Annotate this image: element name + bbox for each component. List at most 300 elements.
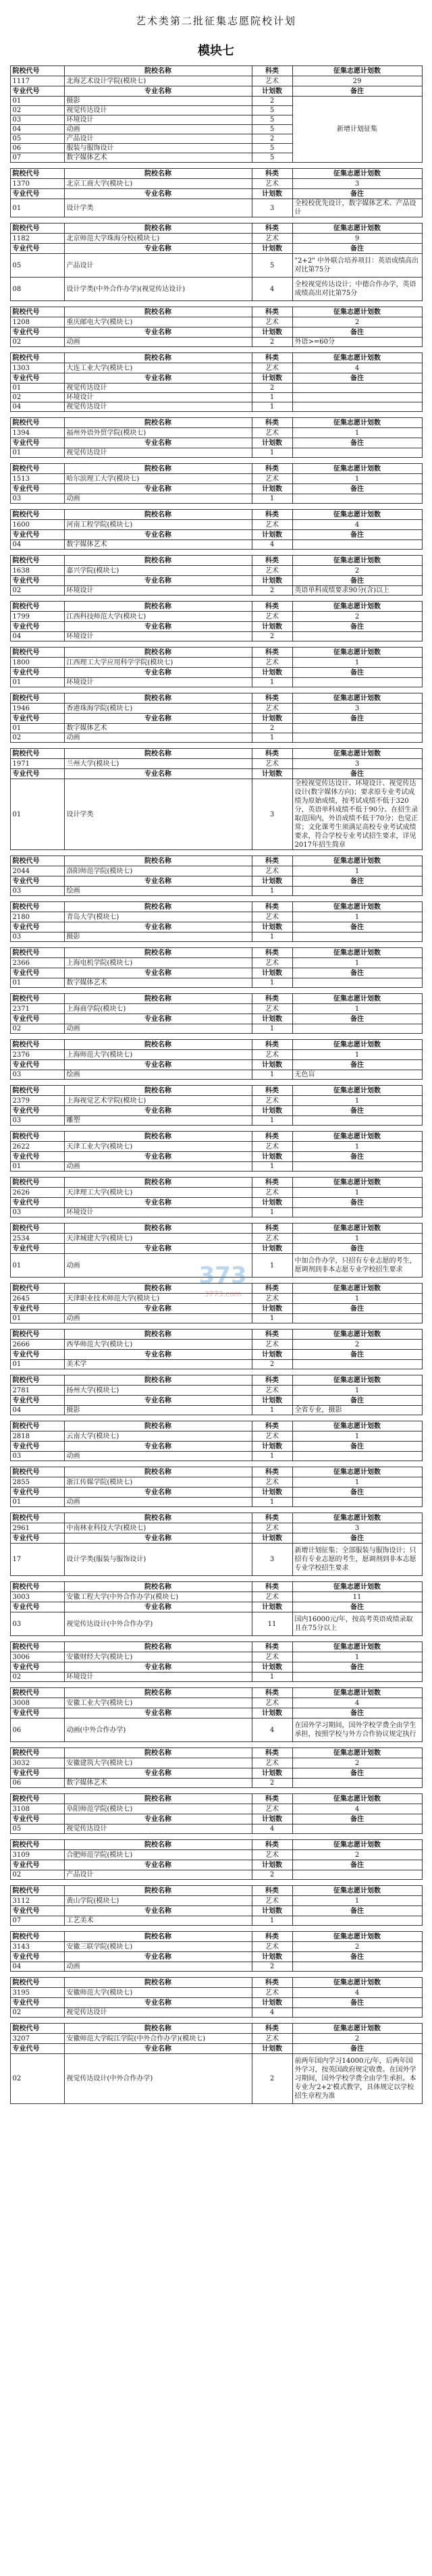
- school-code: 2961: [10, 1523, 64, 1533]
- major-plan: 2: [252, 586, 292, 596]
- header-major-code: 专业代号: [10, 668, 64, 678]
- header-plan-count: 征集志愿计划数: [292, 556, 422, 566]
- header-category: 科类: [252, 902, 292, 912]
- school-category: 艺术: [252, 179, 292, 189]
- major-plan: 5: [252, 153, 292, 163]
- school-plan-count: 11: [292, 1592, 422, 1602]
- header-plan: 计划数: [252, 327, 292, 338]
- school-plan-count: 1: [292, 1004, 422, 1014]
- major-note: [292, 384, 422, 393]
- header-major-code: 专业代号: [10, 1152, 64, 1162]
- header-category: 科类: [252, 556, 292, 566]
- school-category: 艺术: [252, 474, 292, 484]
- major-row: [10, 338, 422, 347]
- school-plan-count: 4: [292, 363, 422, 373]
- school-block: [10, 65, 423, 163]
- header-plan: 计划数: [252, 1906, 292, 1916]
- major-name: 动画(中外合作办学): [64, 1718, 252, 1742]
- header-major-code: 专业代号: [10, 1860, 64, 1870]
- major-code: 04: [10, 125, 64, 134]
- school-plan-count: 1: [292, 1142, 422, 1152]
- header-school-code: 院校代号: [10, 1330, 64, 1340]
- school-plan-count: 1: [292, 658, 422, 668]
- school-plan-count: 2: [292, 566, 422, 576]
- header-plan: 计划数: [252, 1396, 292, 1406]
- school-code: 2044: [10, 866, 64, 876]
- major-code: 03: [10, 115, 64, 125]
- header-remark: 备注: [292, 876, 422, 887]
- header-remark: 备注: [292, 1060, 422, 1070]
- school-name: 安徽工业大学(模块七): [64, 1698, 252, 1708]
- header-school-code: 院校代号: [10, 1688, 64, 1698]
- header-school-code: 院校代号: [10, 1978, 64, 1988]
- header-plan: 计划数: [252, 922, 292, 932]
- major-name: 动画: [64, 1962, 252, 1972]
- header-plan: 计划数: [252, 1350, 292, 1360]
- header-major-code: 专业代号: [10, 622, 64, 632]
- header-plan-count: 征集志愿计划数: [292, 224, 422, 234]
- major-plan: 1: [252, 1116, 292, 1126]
- header-major-code: 专业代号: [10, 1768, 64, 1779]
- major-row: [10, 1254, 422, 1278]
- header-major-name: 专业名称: [64, 1488, 252, 1498]
- school-code: 1370: [10, 179, 64, 189]
- svg-text:3773.com: 3773.com: [204, 1290, 242, 1298]
- header-plan-count: 征集志愿计划数: [292, 1040, 422, 1050]
- header-category: 科类: [252, 1688, 292, 1698]
- school-code: 1971: [10, 759, 64, 769]
- header-plan: 计划数: [252, 1533, 292, 1544]
- school-block: [10, 463, 423, 504]
- major-plan: 3: [252, 1544, 292, 1576]
- major-row: [10, 1962, 422, 1972]
- header-school-name: 院校名称: [64, 693, 252, 704]
- school-plan-count: 1: [292, 1652, 422, 1662]
- header-school-name: 院校名称: [64, 1421, 252, 1431]
- school-name: 北海艺术设计学院(模块七): [64, 76, 252, 86]
- major-row: [10, 402, 422, 412]
- school-code: 1208: [10, 317, 64, 327]
- school-plan-count: 3: [292, 1523, 422, 1533]
- header-school-name: 院校名称: [64, 1932, 252, 1942]
- header-plan: 计划数: [252, 530, 292, 540]
- school-code: 2855: [10, 1477, 64, 1488]
- module-title: 模块七: [198, 44, 234, 58]
- header-school-code: 院校代号: [10, 1642, 64, 1652]
- school-block: [10, 856, 423, 896]
- header-plan-count: 征集志愿计划数: [292, 1132, 422, 1142]
- header-plan: 计划数: [252, 1662, 292, 1673]
- major-name: 动画: [64, 1498, 252, 1507]
- major-name: 动画: [64, 733, 252, 743]
- header-category: 科类: [252, 353, 292, 363]
- header-major-code: 专业代号: [10, 1602, 64, 1612]
- school-plan-count: 3: [292, 179, 422, 189]
- header-category: 科类: [252, 464, 292, 474]
- header-plan: 计划数: [252, 1708, 292, 1718]
- school-name: 黄山学院(模块七): [64, 1896, 252, 1906]
- header-school-name: 院校名称: [64, 1642, 252, 1652]
- major-row: [10, 1779, 422, 1788]
- header-school-name: 院校名称: [64, 1178, 252, 1188]
- school-plan-count: 3: [292, 759, 422, 769]
- school-code: 3112: [10, 1896, 64, 1906]
- school-name: 安徽工程大学(中外合作办学)(模块七): [64, 1592, 252, 1602]
- header-plan-count: 征集志愿计划数: [292, 602, 422, 612]
- school-category: 艺术: [252, 1804, 292, 1814]
- school-block: [10, 307, 423, 347]
- major-code: 02: [10, 1024, 64, 1034]
- major-code: 03: [10, 1452, 64, 1461]
- major-code: 03: [10, 1612, 64, 1636]
- major-code: 01: [10, 978, 64, 988]
- header-major-code: 专业代号: [10, 1304, 64, 1314]
- header-plan-count: 征集志愿计划数: [292, 902, 422, 912]
- school-category: 艺术: [252, 912, 292, 922]
- header-plan: 计划数: [252, 1060, 292, 1070]
- major-code: 02: [10, 2054, 64, 2104]
- header-major-code: 专业代号: [10, 1014, 64, 1024]
- major-name: 环境设计: [64, 632, 252, 641]
- major-note: [292, 1452, 422, 1461]
- school-category: 艺术: [252, 1294, 292, 1304]
- school-block: [10, 993, 423, 1034]
- header-major-code: 专业代号: [10, 1906, 64, 1916]
- school-name: 福州外语外贸学院(模块七): [64, 428, 252, 438]
- header-school-code: 院校代号: [10, 1040, 64, 1050]
- header-plan: 计划数: [252, 1488, 292, 1498]
- header-plan-count: 征集志愿计划数: [292, 1748, 422, 1758]
- header-plan: 计划数: [252, 1106, 292, 1116]
- school-code: 2371: [10, 1004, 64, 1014]
- header-major-code: 专业代号: [10, 1998, 64, 2008]
- header-plan-count: 征集志愿计划数: [292, 994, 422, 1004]
- major-note: [292, 1116, 422, 1126]
- school-plan-count: 4: [292, 1804, 422, 1814]
- school-name: 嘉兴学院(模块七): [64, 566, 252, 576]
- header-major-code: 专业代号: [10, 1533, 64, 1544]
- major-name: 视觉传达设计: [64, 1824, 252, 1834]
- header-category: 科类: [252, 1086, 292, 1096]
- header-plan-count: 征集志愿计划数: [292, 1178, 422, 1188]
- major-name: 动画: [64, 1162, 252, 1172]
- major-name: 视觉传达设计: [64, 106, 252, 115]
- major-plan: 2: [252, 338, 292, 347]
- header-plan-count: 征集志愿计划数: [292, 1840, 422, 1850]
- school-plan-count: 1: [292, 1188, 422, 1198]
- major-code: 03: [10, 1070, 64, 1080]
- header-school-code: 院校代号: [10, 948, 64, 958]
- header-major-code: 专业代号: [10, 1060, 64, 1070]
- school-name: 江西理工大学应用科学学院(模块七): [64, 658, 252, 668]
- major-note: [292, 1208, 422, 1217]
- school-category: 艺术: [252, 1234, 292, 1244]
- header-category: 科类: [252, 648, 292, 658]
- header-remark: 备注: [292, 1814, 422, 1824]
- major-name: 数字媒体艺术: [64, 724, 252, 733]
- header-school-name: 院校名称: [64, 902, 252, 912]
- major-plan: 4: [252, 1824, 292, 1834]
- school-code: 1303: [10, 363, 64, 373]
- major-row: [10, 494, 422, 504]
- major-code: 01: [10, 779, 64, 850]
- major-plan: 2: [252, 1779, 292, 1788]
- header-plan-count: 征集志愿计划数: [292, 1978, 422, 1988]
- school-code: 3143: [10, 1942, 64, 1952]
- school-plan-count: 2: [292, 317, 422, 327]
- header-major-name: 专业名称: [64, 1350, 252, 1360]
- header-plan: 计划数: [252, 2044, 292, 2054]
- header-plan: 计划数: [252, 86, 292, 97]
- school-name: 西华师范大学(模块七): [64, 1340, 252, 1350]
- header-major-code: 专业代号: [10, 714, 64, 724]
- school-plan-count: 1: [292, 474, 422, 484]
- school-name: 香港珠海学院(模块七): [64, 704, 252, 714]
- header-category: 科类: [252, 1330, 292, 1340]
- school-name: 合肥师范学院(模块七): [64, 1850, 252, 1860]
- header-major-name: 专业名称: [64, 876, 252, 887]
- major-code: 02: [10, 586, 64, 596]
- major-code: 05: [10, 1824, 64, 1834]
- school-block: [10, 1747, 423, 1788]
- school-category: 艺术: [252, 1942, 292, 1952]
- header-category: 科类: [252, 1513, 292, 1523]
- major-plan: 4: [252, 1718, 292, 1742]
- school-name: 安徽三联学院(模块七): [64, 1942, 252, 1952]
- header-plan-count: 征集志愿计划数: [292, 948, 422, 958]
- header-plan: 计划数: [252, 1602, 292, 1612]
- school-plan-count: 2: [292, 1340, 422, 1350]
- major-plan: 1: [252, 1254, 292, 1278]
- header-school-name: 院校名称: [64, 1886, 252, 1896]
- major-name: 视觉传达设计: [64, 2008, 252, 2018]
- major-plan: 1: [252, 393, 292, 402]
- school-code: 2366: [10, 958, 64, 968]
- major-row: [10, 2054, 422, 2104]
- major-note: [292, 978, 422, 988]
- major-note: [292, 1024, 422, 1034]
- header-plan-count: 征集志愿计划数: [292, 510, 422, 520]
- school-name: 天津理工大学(模块七): [64, 1188, 252, 1198]
- header-school-code: 院校代号: [10, 1421, 64, 1431]
- major-code: 01: [10, 384, 64, 393]
- header-school-code: 院校代号: [10, 648, 64, 658]
- header-plan: 计划数: [252, 622, 292, 632]
- major-note: [292, 1824, 422, 1834]
- school-name: 上海视觉艺术学院(模块七): [64, 1096, 252, 1106]
- header-plan-count: 征集志愿计划数: [292, 418, 422, 428]
- header-plan-count: 征集志愿计划数: [292, 1932, 422, 1942]
- major-name: 雕塑: [64, 1116, 252, 1126]
- school-block: [10, 1283, 423, 1323]
- school-category: 艺术: [252, 1050, 292, 1060]
- school-category: 艺术: [252, 1850, 292, 1860]
- major-plan: 2: [252, 1360, 292, 1369]
- header-plan-count: 征集志愿计划数: [292, 307, 422, 317]
- school-block: [10, 1641, 423, 1682]
- header-plan: 计划数: [252, 714, 292, 724]
- major-row: [10, 1162, 422, 1172]
- header-plan-count: 征集志愿计划数: [292, 1330, 422, 1340]
- header-category: 科类: [252, 602, 292, 612]
- school-code: 2645: [10, 1294, 64, 1304]
- header-major-name: 专业名称: [64, 327, 252, 338]
- header-plan: 计划数: [252, 438, 292, 448]
- header-school-code: 院校代号: [10, 1178, 64, 1188]
- major-plan: 3: [252, 199, 292, 217]
- header-school-code: 院校代号: [10, 1932, 64, 1942]
- major-plan: 2: [252, 384, 292, 393]
- school-code: 1182: [10, 234, 64, 244]
- major-plan: 5: [252, 144, 292, 153]
- school-code: 3006: [10, 1652, 64, 1662]
- school-name: 浙江传媒学院(模块七): [64, 1477, 252, 1488]
- header-school-code: 院校代号: [10, 856, 64, 866]
- school-name: 安徽建筑大学(模块七): [64, 1758, 252, 1768]
- major-code: 06: [10, 144, 64, 153]
- header-school-name: 院校名称: [64, 1513, 252, 1523]
- header-major-code: 专业代号: [10, 1350, 64, 1360]
- major-plan: 4: [252, 278, 292, 301]
- school-block: [10, 509, 423, 550]
- major-code: 01: [10, 678, 64, 687]
- major-code: 03: [10, 1208, 64, 1217]
- header-plan: 计划数: [252, 1952, 292, 1962]
- header-remark: 备注: [292, 968, 422, 978]
- header-plan: 计划数: [252, 876, 292, 887]
- school-name: 中南林业科技大学(模块七): [64, 1523, 252, 1533]
- header-school-code: 院校代号: [10, 1513, 64, 1523]
- header-school-name: 院校名称: [64, 1375, 252, 1386]
- major-row: [10, 1452, 422, 1461]
- header-major-code: 专业代号: [10, 244, 64, 254]
- school-code: 1799: [10, 612, 64, 622]
- major-note: 外语>=60分: [292, 338, 422, 347]
- major-row: [10, 1116, 422, 1126]
- header-major-name: 专业名称: [64, 484, 252, 494]
- major-row: [10, 1544, 422, 1576]
- major-note: [292, 632, 422, 641]
- header-plan: 计划数: [252, 576, 292, 586]
- major-note: [292, 887, 422, 896]
- header-major-code: 专业代号: [10, 438, 64, 448]
- major-name: 设计学类: [64, 779, 252, 850]
- school-category: 艺术: [252, 1142, 292, 1152]
- major-plan: 1: [252, 1070, 292, 1080]
- major-name: 数字媒体艺术: [64, 540, 252, 550]
- school-code: 2781: [10, 1386, 64, 1396]
- header-plan-count: 征集志愿计划数: [292, 1375, 422, 1386]
- major-code: 01: [10, 1254, 64, 1278]
- svg-text:373: 373: [198, 1262, 247, 1289]
- school-block: [10, 1513, 423, 1576]
- major-note: [292, 932, 422, 942]
- header-plan-count: 征集志愿计划数: [292, 169, 422, 179]
- header-category: 科类: [252, 1421, 292, 1431]
- header-school-name: 院校名称: [64, 1330, 252, 1340]
- header-school-name: 院校名称: [64, 1467, 252, 1477]
- header-category: 科类: [252, 1932, 292, 1942]
- major-row: [10, 779, 422, 850]
- header-remark: 备注: [292, 1488, 422, 1498]
- major-note: [292, 393, 422, 402]
- header-category: 科类: [252, 1582, 292, 1592]
- school-category: 艺术: [252, 1698, 292, 1708]
- school-block: [10, 1839, 423, 1880]
- major-name: 产品设计: [64, 134, 252, 144]
- header-plan: 计划数: [252, 1244, 292, 1254]
- school-category: 艺术: [252, 1523, 292, 1533]
- major-name: 产品设计: [64, 254, 252, 278]
- school-code: 1117: [10, 76, 64, 86]
- header-remark: 备注: [292, 244, 422, 254]
- school-plan-count: 1: [292, 912, 422, 922]
- school-category: 艺术: [252, 1096, 292, 1106]
- school-category: 艺术: [252, 1340, 292, 1350]
- school-code: 3109: [10, 1850, 64, 1860]
- major-row: [10, 1360, 422, 1369]
- page-title: 艺术类第二批征集志愿院校计划: [135, 15, 296, 27]
- major-plan: 3: [252, 779, 292, 850]
- header-plan-count: 征集志愿计划数: [292, 1224, 422, 1234]
- school-block: [10, 352, 423, 412]
- header-category: 科类: [252, 1040, 292, 1050]
- major-name: 绘画: [64, 1070, 252, 1080]
- major-plan: 2: [252, 724, 292, 733]
- major-row: [10, 1024, 422, 1034]
- header-school-code: 院校代号: [10, 1794, 64, 1804]
- header-plan: 计划数: [252, 484, 292, 494]
- header-category: 科类: [252, 856, 292, 866]
- major-name: 设计学类(中外合作办学)(视觉传达设计): [64, 278, 252, 301]
- header-major-name: 专业名称: [64, 1602, 252, 1612]
- major-row: [10, 393, 422, 402]
- header-plan-count: 征集志愿计划数: [292, 1421, 422, 1431]
- header-category: 科类: [252, 1132, 292, 1142]
- school-category: 艺术: [252, 759, 292, 769]
- school-code: 1946: [10, 704, 64, 714]
- major-plan: 1: [252, 887, 292, 896]
- major-note: 无色盲: [292, 1070, 422, 1080]
- major-row: [10, 254, 422, 278]
- school-plan-count: 1: [292, 1234, 422, 1244]
- major-row: [10, 384, 422, 393]
- header-category: 科类: [252, 1794, 292, 1804]
- header-category: 科类: [252, 994, 292, 1004]
- major-row: [10, 887, 422, 896]
- major-code: 02: [10, 106, 64, 115]
- major-plan: 1: [252, 932, 292, 942]
- major-code: 03: [10, 1116, 64, 1126]
- major-code: 02: [10, 338, 64, 347]
- major-name: 数字媒体艺术: [64, 1779, 252, 1788]
- block-note: 新增计划征集: [292, 97, 422, 163]
- major-plan: 2: [252, 97, 292, 106]
- major-note: 国内16000元/年，按高考英语成绩录取且在75分以上: [292, 1612, 422, 1636]
- header-remark: 备注: [292, 327, 422, 338]
- header-major-name: 专业名称: [64, 1304, 252, 1314]
- major-note: [292, 1360, 422, 1369]
- header-remark: 备注: [292, 1998, 422, 2008]
- school-code: 2376: [10, 1050, 64, 1060]
- header-school-code: 院校代号: [10, 1840, 64, 1850]
- major-plan: 4: [252, 2008, 292, 2018]
- header-school-code: 院校代号: [10, 353, 64, 363]
- header-category: 科类: [252, 1375, 292, 1386]
- school-category: 艺术: [252, 566, 292, 576]
- school-name: 江西科技师范大学(模块七): [64, 612, 252, 622]
- header-major-name: 专业名称: [64, 922, 252, 932]
